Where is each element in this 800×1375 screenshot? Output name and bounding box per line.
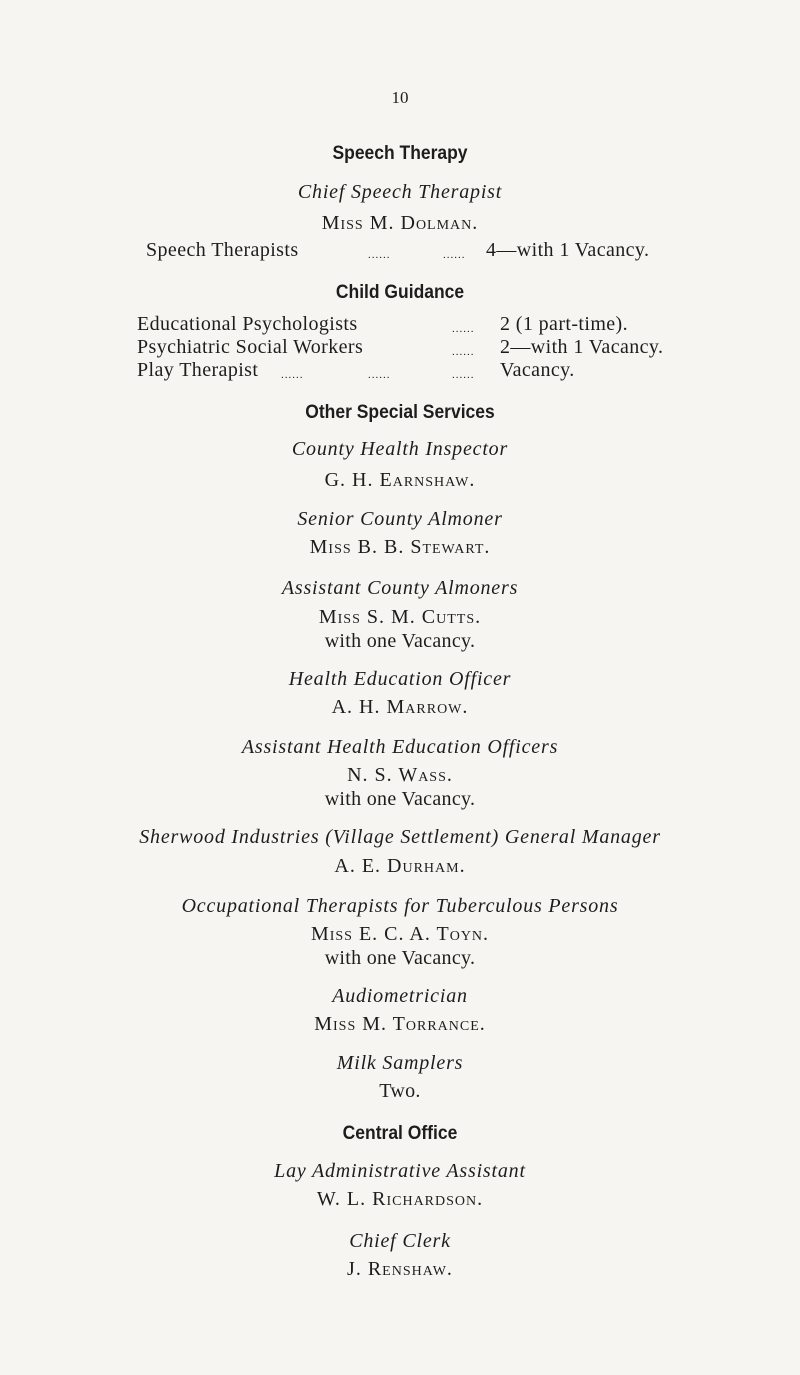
assistant-health-education-officers-note: with one Vacancy. <box>324 788 476 810</box>
leader-dots: ...... <box>368 249 391 261</box>
county-health-inspector-name: G. H. Earnshaw. <box>324 469 476 491</box>
chief-speech-therapist-title: Chief Speech Therapist <box>297 181 503 203</box>
educational-psychologists-value: 2 (1 part-time). <box>500 313 629 335</box>
assistant-county-almoners-title: Assistant County Almoners <box>281 577 519 599</box>
page-number: 10 <box>391 88 409 107</box>
leader-dots: ...... <box>452 346 475 358</box>
leader-dots: ...... <box>368 369 391 381</box>
sherwood-industries-name: A. E. Durham. <box>334 855 466 877</box>
section-heading-speech-therapy: Speech Therapy <box>332 143 468 164</box>
chief-clerk-name: J. Renshaw. <box>347 1258 453 1280</box>
senior-county-almoner-title: Senior County Almoner <box>297 508 503 530</box>
assistant-county-almoners-note: with one Vacancy. <box>324 630 476 652</box>
play-therapist-value: Vacancy. <box>500 359 575 381</box>
chief-speech-therapist-name: Miss M. Dolman. <box>321 212 479 234</box>
occupational-therapists-title: Occupational Therapists for Tuberculous Persons <box>181 895 619 917</box>
leader-dots: ...... <box>443 249 466 261</box>
speech-therapists-value: 4—with 1 Vacancy. <box>486 239 650 261</box>
lay-administrative-assistant-title: Lay Administrative Assistant <box>274 1160 526 1182</box>
section-heading-child-guidance: Child Guidance <box>335 282 465 303</box>
senior-county-almoner-name: Miss B. B. Stewart. <box>309 536 491 558</box>
milk-samplers-title: Milk Samplers <box>336 1052 464 1074</box>
section-heading-other-special-services: Other Special Services <box>305 402 495 423</box>
speech-therapists-label: Speech Therapists <box>146 239 299 261</box>
psychiatric-social-workers-label: Psychiatric Social Workers <box>137 336 364 358</box>
sherwood-industries-title: Sherwood Industries (Village Settlement) General Manager <box>139 826 661 848</box>
assistant-county-almoners-name: Miss S. M. Cutts. <box>318 606 482 628</box>
play-therapist-label: Play Therapist <box>137 359 259 381</box>
section-heading-central-office: Central Office <box>342 1123 458 1144</box>
occupational-therapists-note: with one Vacancy. <box>324 947 476 969</box>
leader-dots: ...... <box>452 369 475 381</box>
assistant-health-education-officers-name: N. S. Wass. <box>347 764 453 786</box>
county-health-inspector-title: County Health Inspector <box>291 438 509 460</box>
occupational-therapists-name: Miss E. C. A. Toyn. <box>310 923 490 945</box>
leader-dots: ...... <box>281 369 304 381</box>
audiometrician-title: Audiometrician <box>332 985 468 1007</box>
health-education-officer-name: A. H. Marrow. <box>331 696 469 718</box>
educational-psychologists-label: Educational Psychologists <box>137 313 358 335</box>
health-education-officer-title: Health Education Officer <box>288 668 512 690</box>
audiometrician-name: Miss M. Torrance. <box>314 1013 486 1035</box>
leader-dots: ...... <box>452 323 475 335</box>
milk-samplers-value: Two. <box>379 1080 421 1102</box>
chief-clerk-title: Chief Clerk <box>349 1230 451 1252</box>
lay-administrative-assistant-name: W. L. Richardson. <box>316 1188 484 1210</box>
psychiatric-social-workers-value: 2—with 1 Vacancy. <box>500 336 664 358</box>
assistant-health-education-officers-title: Assistant Health Education Officers <box>241 736 559 758</box>
